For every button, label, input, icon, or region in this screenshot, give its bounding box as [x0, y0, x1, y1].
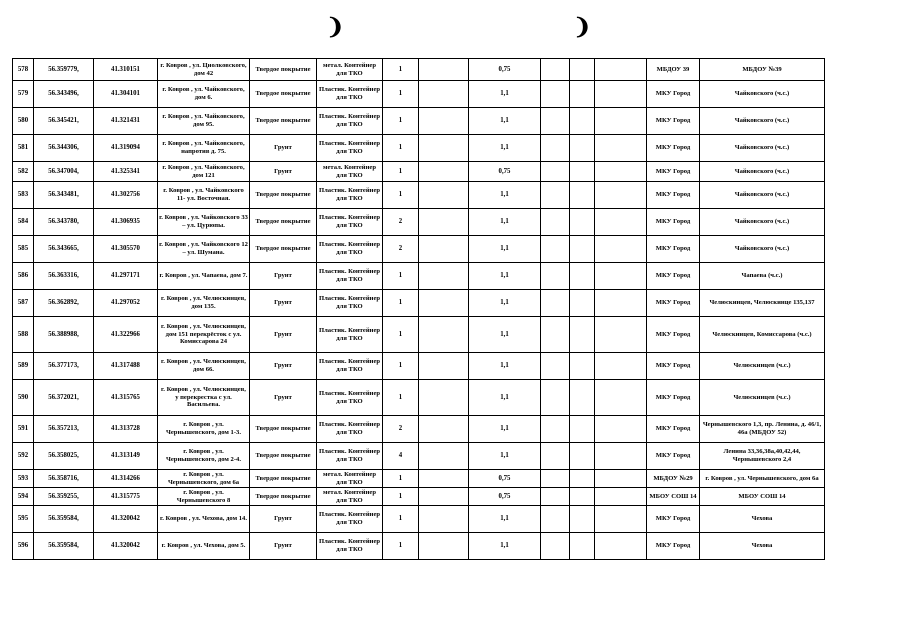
container-count-cell: 1 [383, 506, 419, 533]
address-cell: г. Ковров , ул. Чайковского 12 – ул. Шумана. [158, 236, 250, 263]
volume-cell: 1,1 [469, 317, 541, 353]
container-type-cell: Пластик. Контейнер для ТКО [317, 506, 383, 533]
waste-source-cell: Чайковского (ч.с.) [700, 81, 825, 108]
empty-cell [419, 209, 469, 236]
address-cell: г. Ковров , ул. Чайковского, дом 6. [158, 81, 250, 108]
row-number: 579 [13, 81, 34, 108]
address-cell: г. Ковров , ул. Чайковского 33 – ул. Цурюпы. [158, 209, 250, 236]
container-type-cell: метал. Контейнер для ТКО [317, 162, 383, 182]
owner-cell: МКУ Город [647, 380, 700, 416]
container-type-cell: Пластик. Контейнер для ТКО [317, 416, 383, 443]
row-number: 585 [13, 236, 34, 263]
empty-cell [541, 488, 570, 506]
volume-cell: 1,1 [469, 506, 541, 533]
owner-cell: МКУ Город [647, 443, 700, 470]
latitude-cell: 56.358025, [34, 443, 94, 470]
address-cell: г. Ковров , ул. Чернышевского 8 [158, 488, 250, 506]
waste-sites-table [12, 58, 825, 560]
empty-cell [570, 81, 595, 108]
empty-cell [570, 59, 595, 81]
owner-cell: МКУ Город [647, 353, 700, 380]
address-cell: г. Ковров , ул. Чайковского 11- ул. Восточная. [158, 182, 250, 209]
longitude-cell: 41.302756 [94, 182, 158, 209]
empty-cell [595, 533, 647, 560]
surface-cell: Твердое покрытие [250, 182, 317, 209]
waste-source-cell: г. Ковров , ул. Чернышевского, дом 6а [700, 470, 825, 488]
owner-cell: МКУ Город [647, 290, 700, 317]
container-count-cell: 1 [383, 59, 419, 81]
table-row [13, 443, 825, 470]
surface-cell: Твердое покрытие [250, 443, 317, 470]
surface-cell: Грунт [250, 506, 317, 533]
waste-source-cell: Чернышевского 1,3, пр. Ленина, д. 46/1, 46а (МБДОУ 52) [700, 416, 825, 443]
empty-cell [419, 290, 469, 317]
owner-cell: МБДОУ №29 [647, 470, 700, 488]
volume-cell: 1,1 [469, 263, 541, 290]
owner-cell: МКУ Город [647, 533, 700, 560]
address-cell: г. Ковров , ул. Чайковского, напротив д. 75. [158, 135, 250, 162]
row-number: 587 [13, 290, 34, 317]
container-count-cell: 1 [383, 182, 419, 209]
surface-cell: Грунт [250, 162, 317, 182]
empty-cell [419, 443, 469, 470]
container-type-cell: Пластик. Контейнер для ТКО [317, 317, 383, 353]
waste-source-cell: Чайковского (ч.с.) [700, 182, 825, 209]
volume-cell: 1,1 [469, 533, 541, 560]
longitude-cell: 41.313728 [94, 416, 158, 443]
empty-cell [541, 416, 570, 443]
empty-cell [570, 506, 595, 533]
owner-cell: МКУ Город [647, 209, 700, 236]
empty-cell [570, 470, 595, 488]
waste-source-cell: Чайковского (ч.с.) [700, 108, 825, 135]
empty-cell [541, 263, 570, 290]
container-count-cell: 1 [383, 135, 419, 162]
waste-source-cell: Чайковского (ч.с.) [700, 135, 825, 162]
volume-cell: 0,75 [469, 488, 541, 506]
row-number: 591 [13, 416, 34, 443]
owner-cell: МКУ Город [647, 135, 700, 162]
volume-cell: 1,1 [469, 236, 541, 263]
waste-source-cell: Челюскинцев, Комиссарова (ч.с.) [700, 317, 825, 353]
surface-cell: Грунт [250, 263, 317, 290]
empty-cell [595, 162, 647, 182]
empty-cell [595, 470, 647, 488]
table-row [13, 59, 825, 81]
owner-cell: МКУ Город [647, 506, 700, 533]
latitude-cell: 56.343496, [34, 81, 94, 108]
table-row [13, 416, 825, 443]
longitude-cell: 41.325341 [94, 162, 158, 182]
latitude-cell: 56.357213, [34, 416, 94, 443]
container-count-cell: 1 [383, 470, 419, 488]
longitude-cell: 41.317488 [94, 353, 158, 380]
latitude-cell: 56.343780, [34, 209, 94, 236]
surface-cell: Твердое покрытие [250, 209, 317, 236]
empty-cell [419, 488, 469, 506]
surface-cell: Грунт [250, 290, 317, 317]
volume-cell: 1,1 [469, 416, 541, 443]
empty-cell [541, 108, 570, 135]
owner-cell: МКУ Город [647, 81, 700, 108]
latitude-cell: 56.344306, [34, 135, 94, 162]
volume-cell: 0,75 [469, 470, 541, 488]
empty-cell [541, 470, 570, 488]
container-count-cell: 1 [383, 162, 419, 182]
latitude-cell: 56.343665, [34, 236, 94, 263]
container-type-cell: Пластик. Контейнер для ТКО [317, 108, 383, 135]
volume-cell: 0,75 [469, 162, 541, 182]
empty-cell [541, 236, 570, 263]
container-type-cell: метал. Контейнер для ТКО [317, 488, 383, 506]
empty-cell [419, 236, 469, 263]
empty-cell [541, 317, 570, 353]
longitude-cell: 41.322966 [94, 317, 158, 353]
empty-cell [570, 488, 595, 506]
empty-cell [570, 182, 595, 209]
address-cell: г. Ковров , ул. Чернышевского, дом 2-4. [158, 443, 250, 470]
address-cell: г. Ковров , ул. Челюскинцев, дом 135. [158, 290, 250, 317]
container-type-cell: Пластик. Контейнер для ТКО [317, 209, 383, 236]
latitude-cell: 56.358716, [34, 470, 94, 488]
waste-source-cell: Чехова [700, 506, 825, 533]
container-count-cell: 1 [383, 317, 419, 353]
table-row [13, 135, 825, 162]
container-type-cell: метал. Контейнер для ТКО [317, 470, 383, 488]
empty-cell [570, 353, 595, 380]
surface-cell: Твердое покрытие [250, 470, 317, 488]
empty-cell [419, 506, 469, 533]
empty-cell [541, 380, 570, 416]
longitude-cell: 41.297171 [94, 263, 158, 290]
latitude-cell: 56.345421, [34, 108, 94, 135]
longitude-cell: 41.306935 [94, 209, 158, 236]
table-row [13, 209, 825, 236]
container-count-cell: 1 [383, 290, 419, 317]
latitude-cell: 56.377173, [34, 353, 94, 380]
longitude-cell: 41.305570 [94, 236, 158, 263]
container-count-cell: 2 [383, 236, 419, 263]
surface-cell: Грунт [250, 533, 317, 560]
row-number: 578 [13, 59, 34, 81]
latitude-cell: 56.359584, [34, 506, 94, 533]
waste-source-cell: МБДОУ №39 [700, 59, 825, 81]
table-row [13, 533, 825, 560]
longitude-cell: 41.315765 [94, 380, 158, 416]
longitude-cell: 41.310151 [94, 59, 158, 81]
owner-cell: МБОУ СОШ 14 [647, 488, 700, 506]
empty-cell [570, 209, 595, 236]
container-count-cell: 4 [383, 443, 419, 470]
waste-source-cell: Челюскинцев (ч.с.) [700, 353, 825, 380]
waste-source-cell: Чайковского (ч.с.) [700, 236, 825, 263]
row-number: 589 [13, 353, 34, 380]
empty-cell [541, 162, 570, 182]
volume-cell: 1,1 [469, 81, 541, 108]
surface-cell: Грунт [250, 353, 317, 380]
empty-cell [419, 162, 469, 182]
address-cell: г. Ковров , ул. Челюскинцев, дом 151 перекрёсток с ул. Комиссарова 24 [158, 317, 250, 353]
volume-cell: 1,1 [469, 182, 541, 209]
empty-cell [541, 506, 570, 533]
longitude-cell: 41.320042 [94, 533, 158, 560]
empty-cell [595, 236, 647, 263]
empty-cell [419, 59, 469, 81]
empty-cell [541, 290, 570, 317]
table-row [13, 290, 825, 317]
address-cell: г. Ковров , ул. Чернышевского, дом 1-3. [158, 416, 250, 443]
table-row [13, 182, 825, 209]
empty-cell [595, 416, 647, 443]
empty-cell [570, 416, 595, 443]
container-type-cell: Пластик. Контейнер для ТКО [317, 443, 383, 470]
surface-cell: Грунт [250, 317, 317, 353]
owner-cell: МКУ Город [647, 416, 700, 443]
row-number: 581 [13, 135, 34, 162]
volume-cell: 1,1 [469, 380, 541, 416]
row-number: 594 [13, 488, 34, 506]
row-number: 590 [13, 380, 34, 416]
row-number: 582 [13, 162, 34, 182]
row-number: 583 [13, 182, 34, 209]
container-type-cell: Пластик. Контейнер для ТКО [317, 290, 383, 317]
owner-cell: МБДОУ 39 [647, 59, 700, 81]
container-count-cell: 1 [383, 108, 419, 135]
table-row [13, 317, 825, 353]
waste-source-cell: Челюскинцев (ч.с.) [700, 380, 825, 416]
latitude-cell: 56.372021, [34, 380, 94, 416]
latitude-cell: 56.359255, [34, 488, 94, 506]
empty-cell [570, 162, 595, 182]
volume-cell: 1,1 [469, 353, 541, 380]
surface-cell: Грунт [250, 380, 317, 416]
waste-source-cell: Чайковского (ч.с.) [700, 162, 825, 182]
empty-cell [595, 317, 647, 353]
surface-cell: Грунт [250, 135, 317, 162]
surface-cell: Твердое покрытие [250, 488, 317, 506]
row-number: 596 [13, 533, 34, 560]
surface-cell: Твердое покрытие [250, 108, 317, 135]
container-count-cell: 1 [383, 263, 419, 290]
container-type-cell: Пластик. Контейнер для ТКО [317, 135, 383, 162]
address-cell: г. Ковров , ул. Чехова, дом 5. [158, 533, 250, 560]
empty-cell [595, 108, 647, 135]
container-count-cell: 2 [383, 416, 419, 443]
waste-source-cell: МБОУ СОШ 14 [700, 488, 825, 506]
empty-cell [419, 533, 469, 560]
surface-cell: Твердое покрытие [250, 59, 317, 81]
empty-cell [419, 317, 469, 353]
empty-cell [595, 209, 647, 236]
waste-source-cell: Челюскинцев, Челюскинце 135,137 [700, 290, 825, 317]
latitude-cell: 56.359779, [34, 59, 94, 81]
owner-cell: МКУ Город [647, 263, 700, 290]
table-row [13, 506, 825, 533]
table-row [13, 108, 825, 135]
empty-cell [570, 290, 595, 317]
empty-cell [595, 290, 647, 317]
empty-cell [419, 353, 469, 380]
empty-cell [541, 353, 570, 380]
owner-cell: МКУ Город [647, 162, 700, 182]
longitude-cell: 41.314266 [94, 470, 158, 488]
table-row [13, 488, 825, 506]
surface-cell: Твердое покрытие [250, 81, 317, 108]
latitude-cell: 56.347004, [34, 162, 94, 182]
waste-source-cell: Чехова [700, 533, 825, 560]
row-number: 588 [13, 317, 34, 353]
longitude-cell: 41.320042 [94, 506, 158, 533]
table-row [13, 236, 825, 263]
container-type-cell: Пластик. Контейнер для ТКО [317, 263, 383, 290]
latitude-cell: 56.363316, [34, 263, 94, 290]
container-count-cell: 1 [383, 488, 419, 506]
address-cell: г. Ковров , ул. Чехова, дом 14. [158, 506, 250, 533]
owner-cell: МКУ Город [647, 182, 700, 209]
table-row [13, 470, 825, 488]
container-count-cell: 1 [383, 533, 419, 560]
row-number: 593 [13, 470, 34, 488]
empty-cell [570, 263, 595, 290]
container-type-cell: Пластик. Контейнер для ТКО [317, 182, 383, 209]
waste-source-cell: Чайковского (ч.с.) [700, 209, 825, 236]
empty-cell [595, 59, 647, 81]
surface-cell: Твердое покрытие [250, 236, 317, 263]
address-cell: г. Ковров , ул. Чапаева, дом 7. [158, 263, 250, 290]
empty-cell [419, 416, 469, 443]
table-row [13, 263, 825, 290]
longitude-cell: 41.304101 [94, 81, 158, 108]
empty-cell [541, 59, 570, 81]
empty-cell [419, 135, 469, 162]
empty-cell [570, 317, 595, 353]
empty-cell [570, 380, 595, 416]
container-type-cell: Пластик. Контейнер для ТКО [317, 353, 383, 380]
address-cell: г. Ковров , ул. Чайковского, дом 95. [158, 108, 250, 135]
table-row [13, 380, 825, 416]
container-type-cell: Пластик. Контейнер для ТКО [317, 236, 383, 263]
owner-cell: МКУ Город [647, 317, 700, 353]
longitude-cell: 41.321431 [94, 108, 158, 135]
volume-cell: 1,1 [469, 290, 541, 317]
empty-cell [541, 135, 570, 162]
empty-cell [541, 443, 570, 470]
empty-cell [570, 236, 595, 263]
empty-cell [419, 470, 469, 488]
container-type-cell: Пластик. Контейнер для ТКО [317, 533, 383, 560]
row-number: 586 [13, 263, 34, 290]
owner-cell: МКУ Город [647, 108, 700, 135]
latitude-cell: 56.343481, [34, 182, 94, 209]
row-number: 595 [13, 506, 34, 533]
address-cell: г. Ковров , ул. Циолковского, дом 42 [158, 59, 250, 81]
empty-cell [541, 182, 570, 209]
surface-cell: Твердое покрытие [250, 416, 317, 443]
row-number: 584 [13, 209, 34, 236]
empty-cell [419, 81, 469, 108]
latitude-cell: 56.362892, [34, 290, 94, 317]
container-count-cell: 2 [383, 209, 419, 236]
empty-cell [595, 506, 647, 533]
waste-source-cell: Ленина 33,36,38а,40,42,44, Чернышевского 2,4 [700, 443, 825, 470]
row-number: 580 [13, 108, 34, 135]
empty-cell [595, 488, 647, 506]
container-count-cell: 1 [383, 353, 419, 380]
empty-cell [541, 533, 570, 560]
volume-cell: 0,75 [469, 59, 541, 81]
empty-cell [419, 263, 469, 290]
volume-cell: 1,1 [469, 108, 541, 135]
empty-cell [595, 263, 647, 290]
latitude-cell: 56.359584, [34, 533, 94, 560]
empty-cell [541, 81, 570, 108]
volume-cell: 1,1 [469, 209, 541, 236]
empty-cell [570, 108, 595, 135]
punch-hole-mark-right: ❩ [573, 14, 592, 39]
empty-cell [541, 209, 570, 236]
owner-cell: МКУ Город [647, 236, 700, 263]
empty-cell [570, 443, 595, 470]
address-cell: г. Ковров , ул. Челюскинцев, у перекрестка с ул. Васильева. [158, 380, 250, 416]
latitude-cell: 56.388988, [34, 317, 94, 353]
volume-cell: 1,1 [469, 135, 541, 162]
container-count-cell: 1 [383, 81, 419, 108]
longitude-cell: 41.297052 [94, 290, 158, 317]
table-row [13, 162, 825, 182]
container-count-cell: 1 [383, 380, 419, 416]
empty-cell [419, 108, 469, 135]
address-cell: г. Ковров , ул. Челюскинцев, дом 66. [158, 353, 250, 380]
empty-cell [595, 81, 647, 108]
longitude-cell: 41.315775 [94, 488, 158, 506]
empty-cell [595, 353, 647, 380]
container-type-cell: метал. Контейнер для ТКО [317, 59, 383, 81]
empty-cell [595, 135, 647, 162]
address-cell: г. Ковров , ул. Чайковского, дом 121 [158, 162, 250, 182]
empty-cell [595, 380, 647, 416]
table-row [13, 353, 825, 380]
empty-cell [419, 380, 469, 416]
empty-cell [570, 135, 595, 162]
empty-cell [419, 182, 469, 209]
empty-cell [570, 533, 595, 560]
punch-hole-mark-left: ❩ [326, 14, 345, 39]
empty-cell [595, 182, 647, 209]
address-cell: г. Ковров , ул. Чернышевского, дом 6а [158, 470, 250, 488]
longitude-cell: 41.319094 [94, 135, 158, 162]
row-number: 592 [13, 443, 34, 470]
waste-source-cell: Чапаева (ч.с.) [700, 263, 825, 290]
empty-cell [595, 443, 647, 470]
longitude-cell: 41.313149 [94, 443, 158, 470]
table-row [13, 81, 825, 108]
container-type-cell: Пластик. Контейнер для ТКО [317, 81, 383, 108]
volume-cell: 1,1 [469, 443, 541, 470]
container-type-cell: Пластик. Контейнер для ТКО [317, 380, 383, 416]
